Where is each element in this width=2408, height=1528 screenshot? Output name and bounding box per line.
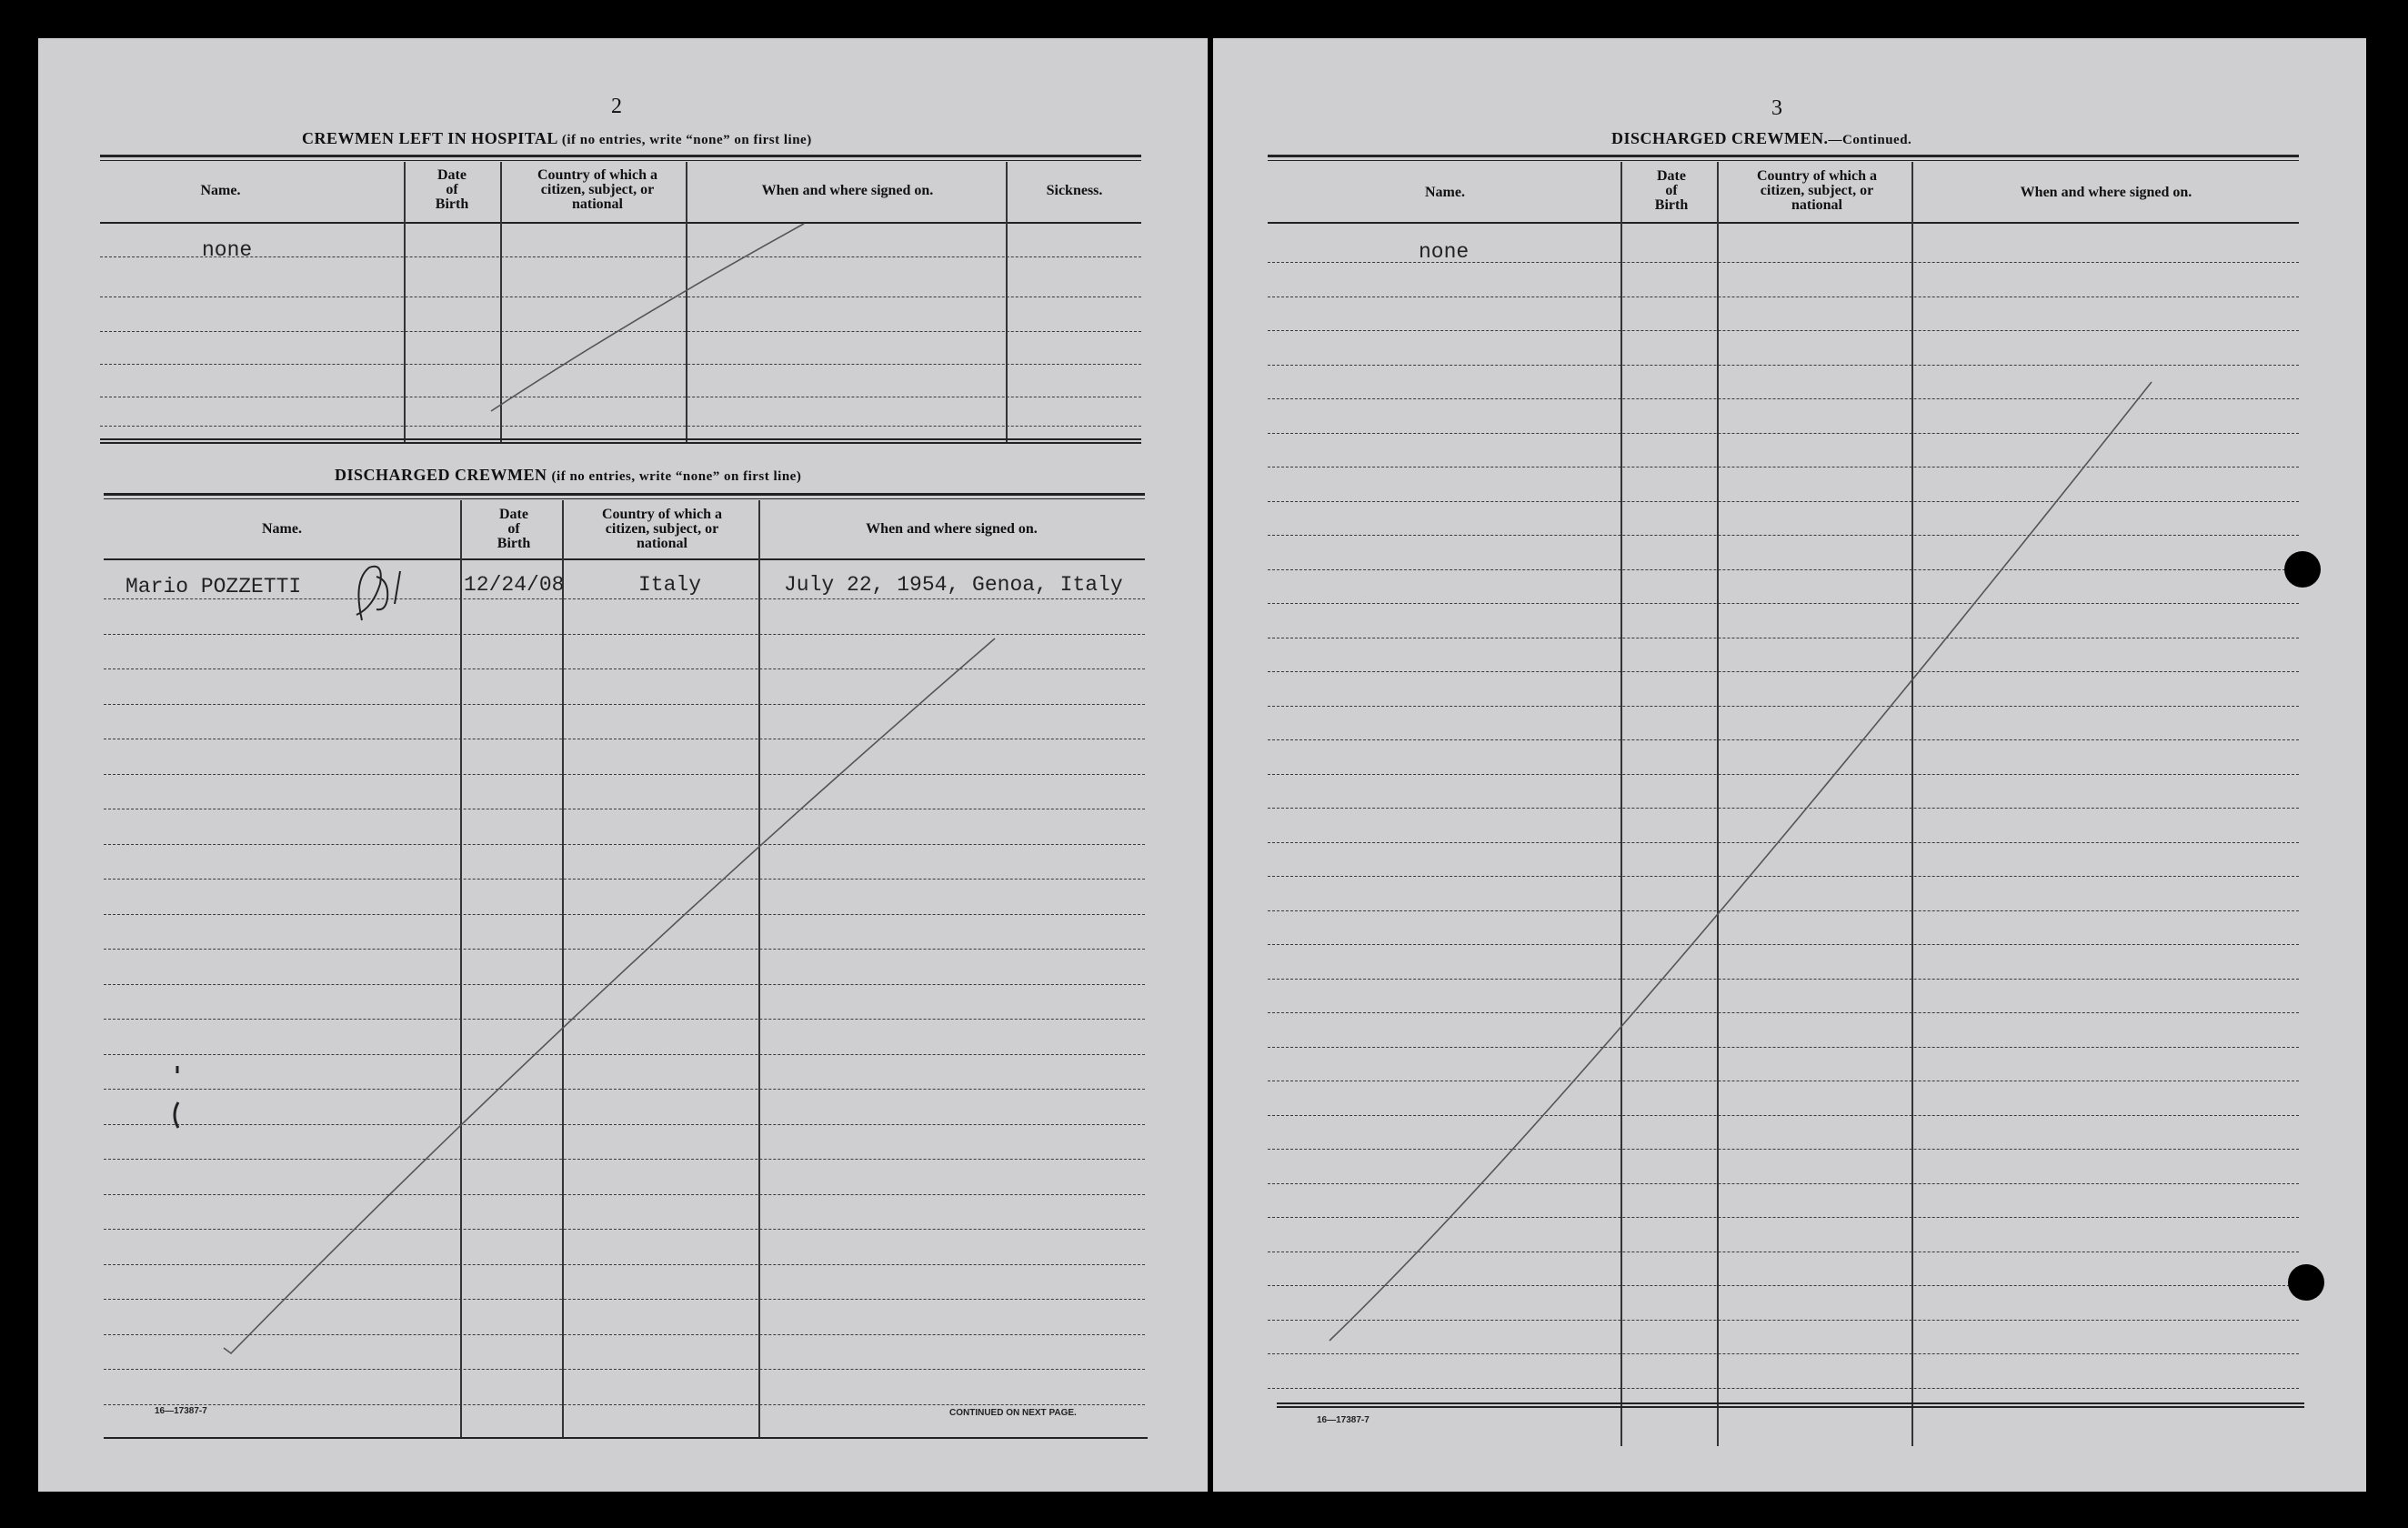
entry-line (1268, 842, 2299, 843)
hospital-col-name: Name. (200, 183, 241, 198)
hospital-entry-line (100, 426, 1141, 427)
entry-line (104, 1194, 1145, 1195)
crewman-country: Italy (638, 573, 702, 597)
entry-line (1268, 1047, 2299, 1048)
entry-line (104, 598, 1145, 599)
form-number: 16—17387-7 (155, 1406, 207, 1416)
entry-line (1268, 1320, 2299, 1321)
entry-line (104, 1054, 1145, 1055)
hospital-divider (500, 162, 502, 442)
entry-line (1268, 1012, 2299, 1013)
discharged-col-signed: When and where signed on. (866, 521, 1038, 537)
entry-line (1268, 1149, 2299, 1150)
entry-line (104, 844, 1145, 845)
page-number: 3 (1771, 96, 1782, 120)
entry-line (1268, 1353, 2299, 1354)
right-divider (1620, 162, 1622, 1446)
discharged-header-rule (104, 558, 1145, 560)
discharged-col-country: Country of which a citizen, subject, or national (601, 507, 722, 551)
right-col-country: Country of which a citizen, subject, or national (1756, 168, 1877, 213)
left-page (38, 38, 1208, 1492)
right-bottom-rule (1277, 1402, 2304, 1404)
hospital-top-rule-thin (100, 160, 1141, 161)
discharged-top-rule (104, 493, 1145, 496)
hospital-entry-none: none (202, 238, 253, 262)
entry-line (104, 1229, 1145, 1230)
discharged-section-title (335, 466, 801, 485)
entry-line (104, 634, 1145, 635)
right-col-signed: When and where signed on. (2020, 185, 2192, 200)
continued-title-text: DISCHARGED CREWMEN. (1611, 129, 1829, 147)
hospital-entry-line (100, 331, 1141, 332)
hospital-divider (686, 162, 687, 442)
entry-line (1268, 433, 2299, 434)
right-entry-none: none (1419, 240, 1470, 264)
discharged-title-text: DISCHARGED CREWMEN (335, 466, 547, 484)
entry-line (104, 1369, 1145, 1370)
entry-line (1268, 808, 2299, 809)
entry-line (1268, 944, 2299, 945)
crewman-signed-on: July 22, 1954, Genoa, Italy (784, 573, 1123, 597)
right-divider (1911, 162, 1913, 1446)
page-number: 2 (611, 95, 622, 118)
hospital-bottom-rule (100, 438, 1141, 440)
right-page (1213, 38, 2366, 1492)
entry-line (104, 1124, 1145, 1125)
entry-line (104, 879, 1145, 880)
right-header-rule (1268, 222, 2299, 224)
entry-line (1268, 979, 2299, 980)
crewman-name: Mario POZZETTI (125, 575, 302, 598)
entry-line (104, 1089, 1145, 1090)
entry-line (1268, 876, 2299, 877)
continued-note: CONTINUED ON NEXT PAGE. (949, 1408, 1077, 1418)
hospital-top-rule (100, 155, 1141, 157)
initials-mark (356, 567, 400, 620)
right-bottom-rule (1277, 1406, 2304, 1408)
entry-line (1268, 739, 2299, 740)
discharged-cancel-stroke (224, 638, 995, 1353)
entry-line (104, 1334, 1145, 1335)
hospital-col-dob: Date of Birth (435, 167, 469, 212)
entry-line (1268, 569, 2299, 570)
punch-hole (2284, 551, 2321, 588)
entry-line (1268, 1285, 2299, 1286)
entry-line (1268, 603, 2299, 604)
hospital-title-text: CREWMEN LEFT IN HOSPITAL (302, 129, 557, 147)
continued-section-title (1611, 129, 1911, 148)
hospital-divider (404, 162, 406, 442)
entry-line (104, 704, 1145, 705)
entry-line (104, 1299, 1145, 1300)
hospital-col-country: Country of which a citizen, subject, or national (537, 167, 657, 212)
entry-line (1268, 1217, 2299, 1218)
punch-hole (2288, 1264, 2324, 1301)
entry-line (1268, 1388, 2299, 1389)
right-col-name: Name. (1425, 185, 1465, 200)
hospital-divider (1006, 162, 1008, 442)
entry-line (104, 1404, 1145, 1405)
entry-line (1268, 706, 2299, 707)
hospital-entry-line (100, 364, 1141, 365)
discharged-instruction: (if no entries, write “none” on first line) (551, 469, 802, 484)
hospital-entry-line (100, 256, 1141, 257)
hospital-header-rule (100, 222, 1141, 224)
hospital-bottom-rule (100, 442, 1141, 444)
entry-line (104, 1019, 1145, 1020)
hospital-instruction: (if no entries, write “none” on first line) (561, 133, 812, 147)
discharged-col-dob: Date of Birth (497, 507, 531, 551)
entry-line (1268, 1183, 2299, 1184)
entry-line (1268, 1115, 2299, 1116)
entry-line (1268, 398, 2299, 399)
hospital-col-signed: When and where signed on. (761, 183, 934, 198)
entry-line (1268, 535, 2299, 536)
continued-cancel-stroke (1329, 382, 2152, 1341)
form-number: 16—17387-7 (1317, 1415, 1370, 1425)
handwritten-marks (1213, 38, 2366, 1492)
margin-mark (175, 1066, 178, 1128)
entry-line (104, 984, 1145, 985)
hospital-cancel-stroke (491, 224, 804, 411)
entry-line (104, 1159, 1145, 1160)
entry-line (104, 668, 1145, 669)
right-top-rule-thin (1268, 160, 2299, 161)
entry-line (1268, 365, 2299, 366)
entry-line (104, 1264, 1145, 1265)
crewman-dob: 12/24/08 (464, 573, 565, 597)
continued-title-suffix: —Continued. (1828, 133, 1912, 147)
entry-line (1268, 910, 2299, 911)
discharged-col-name: Name. (262, 521, 302, 537)
entry-line (1268, 501, 2299, 502)
entry-line (104, 949, 1145, 950)
entry-line (1268, 774, 2299, 775)
right-top-rule (1268, 155, 2299, 157)
entry-line (1268, 671, 2299, 672)
discharged-top-rule-thin (104, 498, 1145, 499)
entry-line (1268, 330, 2299, 331)
entry-line (104, 774, 1145, 775)
entry-line (104, 914, 1145, 915)
right-divider (1717, 162, 1719, 1446)
right-col-dob: Date of Birth (1654, 168, 1689, 213)
hospital-col-sickness: Sickness. (1046, 183, 1103, 198)
discharged-bottom-rule (104, 1437, 1148, 1439)
hospital-section-title (302, 129, 812, 148)
